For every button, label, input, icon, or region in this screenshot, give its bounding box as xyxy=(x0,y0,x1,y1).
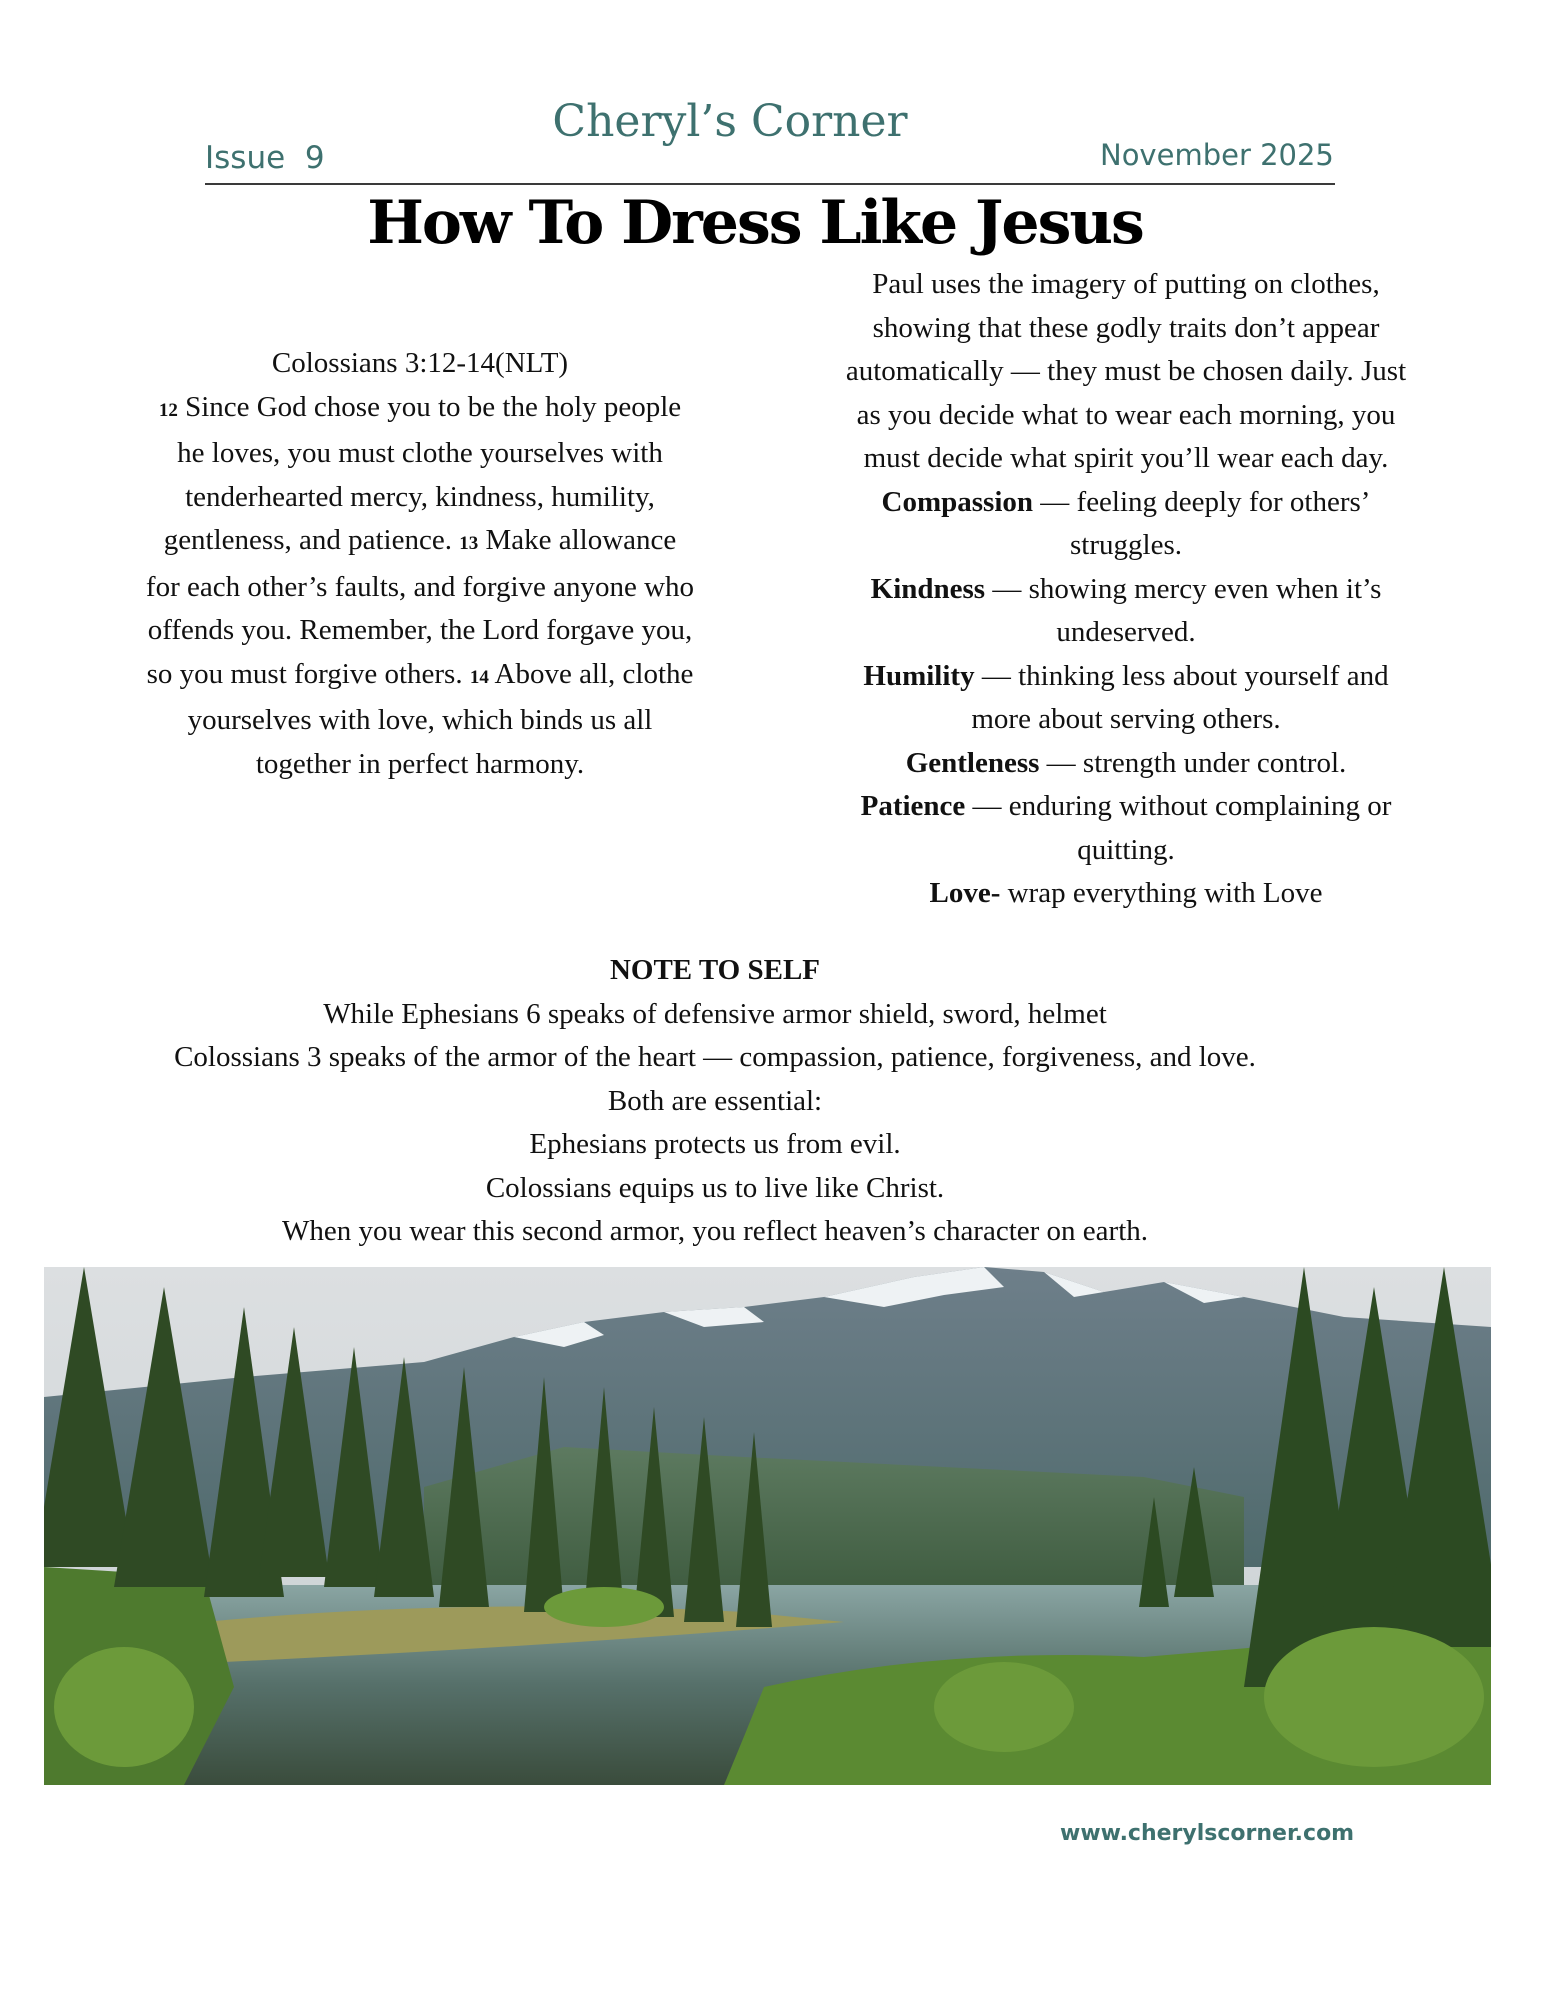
trait-name: Kindness xyxy=(870,572,986,605)
trait-desc: — showing mercy even when it’s undeserved. xyxy=(985,572,1382,648)
note-line: Colossians equips us to live like Christ. xyxy=(485,1171,945,1204)
trait-item xyxy=(842,742,1410,786)
note-line: Both are essential: xyxy=(607,1084,823,1117)
article-title: How To Dress Like Jesus xyxy=(367,188,1143,258)
trait-item xyxy=(842,568,1410,655)
verse-number: 12 xyxy=(158,399,178,421)
trait-item xyxy=(842,785,1410,872)
note-line: When you wear this second armor, you reflect heaven’s character on earth. xyxy=(281,1215,1149,1247)
trait-desc: — feeling deeply for others’ struggles. xyxy=(1033,485,1371,561)
note-heading xyxy=(0,949,1430,993)
note-line: Ephesians protects us from evil. xyxy=(529,1128,901,1160)
note-heading-text: NOTE TO SELF xyxy=(609,954,821,986)
trait-desc: — strength under control. xyxy=(1039,746,1347,779)
note-line: While Ephesians 6 speaks of defensive armor shield, sword, helmet xyxy=(323,997,1107,1030)
issue-number: Issue 9 xyxy=(205,140,325,176)
trait-item xyxy=(842,481,1410,568)
reflection-column xyxy=(842,263,1410,916)
verse-text: Make allowance for each other’s faults, and forgive anyone who offends you. Remember, the Lord forgave you, so you must forgive others. xyxy=(145,524,695,690)
note-to-self xyxy=(0,949,1430,1254)
trait-name: Compassion xyxy=(881,485,1034,518)
trait-desc: wrap everything with Love xyxy=(1000,877,1323,909)
verse-text: Above all, clothe yourselves with love, which binds us all together in perfect harmony. xyxy=(187,657,694,780)
scripture-text xyxy=(145,386,695,787)
scripture-reference: Colossians 3:12-14(NLT) xyxy=(271,347,569,379)
header-divider xyxy=(205,183,1335,185)
verse-number: 13 xyxy=(459,533,479,554)
scripture-passage xyxy=(145,342,695,786)
trait-item xyxy=(842,655,1410,742)
trait-desc: — thinking less about yourself and more about serving others. xyxy=(971,659,1389,735)
verse-text: Since God chose you to be the holy people he loves, you must clothe yourselves with tenderhearted mercy, kindness, humility, gentleness, and patience. xyxy=(163,390,682,556)
reflection-intro: Paul uses the imagery of putting on clothes, showing that these godly traits don’t appear automatically — they must be chosen daily. Just as you decide what to wear each morning, you must decide what spirit you’ll wear each day. xyxy=(845,268,1407,474)
trait-name: Humility xyxy=(863,659,975,692)
verse-number: 14 xyxy=(469,666,489,688)
trait-name: Love- xyxy=(929,877,1001,909)
trait-name: Gentleness xyxy=(905,746,1040,779)
note-line: Colossians 3 speaks of the armor of the heart — compassion, patience, forgiveness, and love. xyxy=(174,1041,1256,1073)
landscape-photo xyxy=(44,1267,1491,1785)
trait-desc: — enduring without complaining or quitting. xyxy=(965,790,1392,866)
trait-name: Patience xyxy=(860,790,966,822)
newsletter-brand: Cheryl’s Corner xyxy=(552,96,908,147)
issue-date: November 2025 xyxy=(1100,138,1334,172)
website-link[interactable]: www.cherylscorner.com xyxy=(1060,1821,1355,1846)
trait-item xyxy=(842,872,1410,916)
